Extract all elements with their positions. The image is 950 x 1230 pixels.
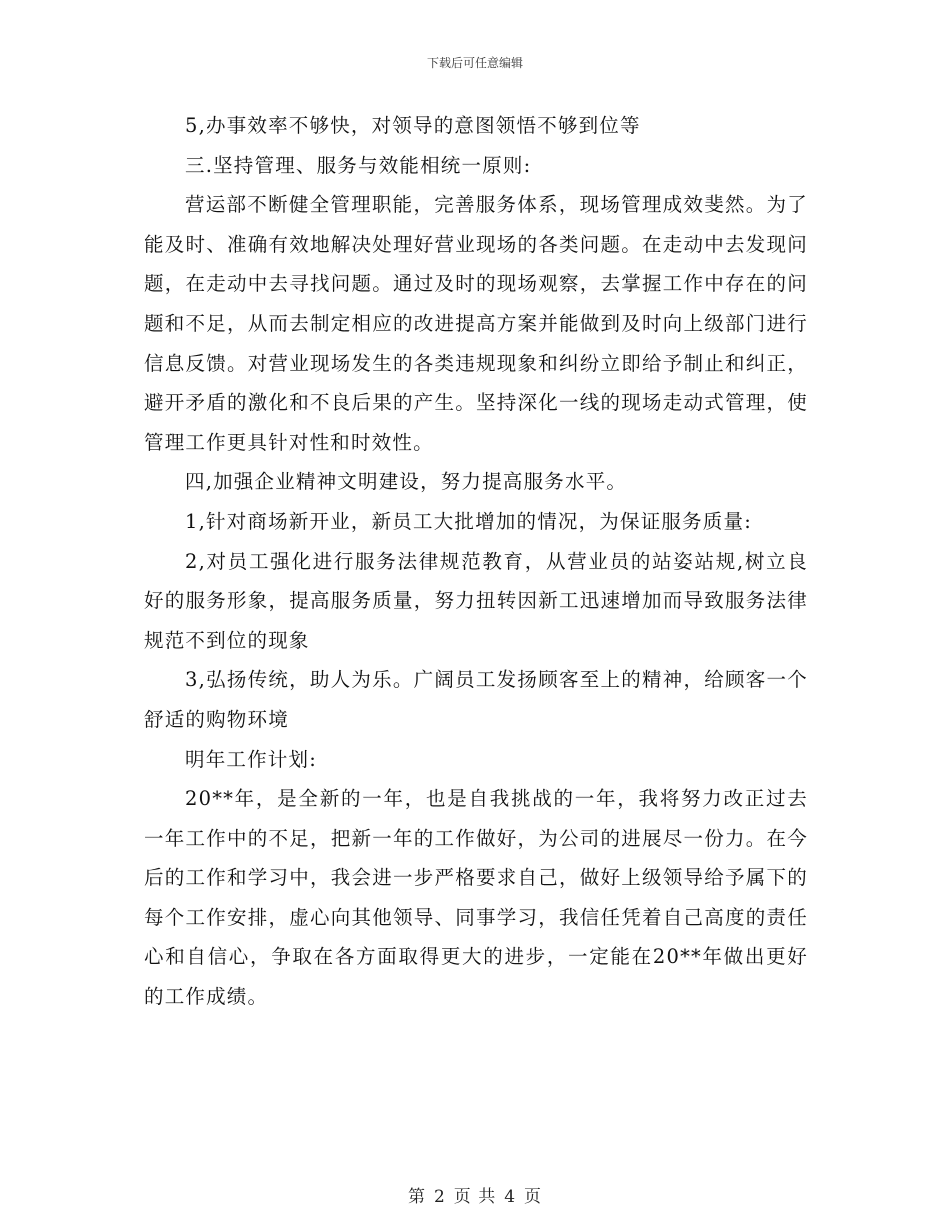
footer-middle: 页 共: [453, 1187, 497, 1207]
plan-heading: 明年工作计划:: [185, 747, 317, 771]
list-item-1: 1,针对商场新开业，新员工大批增加的情况，为保证服务质量:: [185, 509, 752, 533]
list-item-2: 2,对员工强化进行服务法律规范教育，从营业员的站姿站规,树立良好的服务形象，提高服务质量，努力扭转因新工迅速增加而导致服务法律规范不到位的现象: [144, 549, 808, 652]
paragraph-operations: 营运部不断健全管理职能，完善服务体系，现场管理成效斐然。为了能及时、准确有效地解决处理好营业现场的各类问题。在走动中去发现问题，在走动中去寻找问题。通过及时的现场观察，去掌握工作中存在的问题和不足，从而去制定相应的改进提高方案并能做到及时向上级部门进行信息反馈。对营业现场发生的各类违规现象和纠纷立即给予制止和纠正，避开矛盾的激化和不良后果的产生。坚持深化一线的现场走动式管理，使管理工作更具针对性和时效性。: [144, 193, 808, 454]
footer-current-page: 2: [433, 1187, 446, 1207]
paragraph-efficiency: 5,办事效率不够快，对领导的意图领悟不够到位等: [185, 114, 641, 137]
section-heading-three: 三.坚持管理、服务与效能相统一原则:: [185, 153, 532, 177]
footer-suffix: 页: [524, 1187, 543, 1207]
document-body: [144, 106, 808, 1017]
paragraph-plan: 20**年，是全新的一年，也是自我挑战的一年，我将努力改正过去一年工作中的不足，把新一年的工作做好，为公司的进展尽一份力。在今后的工作和学习中，我会进一步严格要求自己，做好上级领导给予属下的每个工作安排，虚心向其他领导、同事学习，我信任凭着自己高度的责任心和自信心，争取在各方面取得更大的进步，一定能在20**年做出更好的工作成绩。: [144, 787, 808, 1009]
section-heading-four: 四,加强企业精神文明建设，努力提高服务水平。: [185, 470, 628, 494]
header-note: 下载后可任意编辑: [426, 56, 523, 70]
footer-prefix: 第: [407, 1187, 426, 1207]
footer-total-pages: 4: [504, 1187, 517, 1207]
page-footer: [0, 1182, 950, 1207]
list-item-3: 3,弘扬传统，助人为乐。广阔员工发扬顾客至上的精神，给顾客一个舒适的购物环境: [144, 668, 808, 731]
